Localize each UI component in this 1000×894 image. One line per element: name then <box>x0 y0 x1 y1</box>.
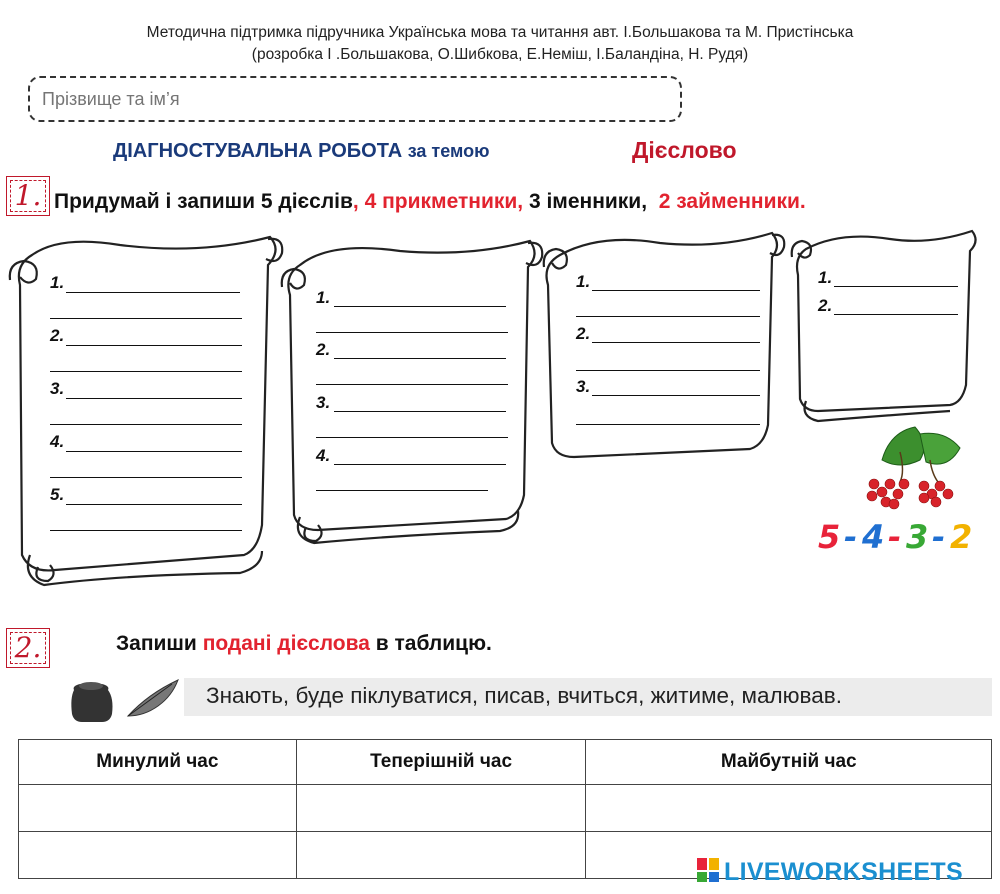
scroll-2-answer-line[interactable] <box>334 464 506 465</box>
name-input[interactable] <box>40 88 664 111</box>
scroll-4-answer-line[interactable] <box>834 286 958 287</box>
liveworksheets-logo[interactable] <box>724 858 963 887</box>
table-header-row <box>19 740 992 785</box>
badge-digit-2: 2 <box>950 518 973 556</box>
scroll-1-answer-line[interactable] <box>50 477 242 478</box>
task-2-text-red: подані дієслова <box>202 632 370 655</box>
scroll-3-label-2: 2. <box>576 324 591 343</box>
inkwell-quill-icon <box>68 676 188 724</box>
logo-suffix: WORKSHEETS <box>780 858 963 886</box>
task-1-nouns: 3 іменники, <box>528 190 648 213</box>
header-line-1: Методична підтримка підручника Українська мова та читання авт. І.Большакова та М. Пристінська <box>146 24 854 41</box>
logo-prefix: LIVE <box>724 858 781 886</box>
scroll-1-answer-line[interactable] <box>50 424 242 425</box>
task-2-text-a: Запиши <box>116 632 203 655</box>
title-theme-prefix: за темою <box>407 141 490 161</box>
counts-badge <box>818 518 978 562</box>
scroll-3-label-1: 1. <box>576 272 591 291</box>
table-cell-past[interactable] <box>19 832 297 879</box>
header-present-tense: Теперішній час <box>296 740 586 785</box>
scroll-4-answer-line[interactable] <box>834 314 958 315</box>
verbs-list-bar <box>184 678 992 716</box>
scroll-1-answer-line[interactable] <box>66 451 242 452</box>
scroll-1-label-2: 2. <box>50 326 65 345</box>
verbs-list: Знають, буде піклуватися, писав, вчиться, житиме, малював. <box>206 683 842 708</box>
header-line-2: (розробка І .Большакова, О.Шибкова, Е.Неміш, І.Баландіна, Н. Рудя) <box>251 46 749 63</box>
task-1-adjectives: , 4 прикметники, <box>352 190 524 213</box>
scroll-2-label-2: 2. <box>316 340 331 359</box>
scroll-1-answer-line[interactable] <box>66 292 240 293</box>
badge-digit-4: 4 <box>862 518 885 556</box>
task-1-verbs: 5 дієслів <box>260 190 353 213</box>
scroll-2-label-1: 1. <box>316 288 331 307</box>
title-topic: Дієслово <box>632 137 737 163</box>
task-1-number: 1. <box>14 179 42 212</box>
scroll-4-label-1: 1. <box>818 268 833 287</box>
scroll-1-label-4: 4. <box>50 432 65 451</box>
task-1-lead: Придумай і запиши <box>54 190 256 213</box>
liveworksheets-logo-icon <box>697 858 719 882</box>
badge-digit-5: 5 <box>818 518 841 556</box>
scroll-2-label-4: 4. <box>316 446 331 465</box>
scroll-1-answer-line[interactable] <box>50 318 242 319</box>
scroll-frame-2-icon <box>282 241 542 543</box>
scroll-1-label-3: 3. <box>50 379 65 398</box>
table-row <box>19 785 992 832</box>
scroll-3-answer-line[interactable] <box>592 342 760 343</box>
scroll-1-answer-line[interactable] <box>66 398 242 399</box>
table-cell-present[interactable] <box>296 785 586 832</box>
scroll-3-label-3: 3. <box>576 377 591 396</box>
scroll-4-label-2: 2. <box>818 296 833 315</box>
title-main: ДІАГНОСТУВАЛЬНА РОБОТА <box>113 140 403 162</box>
table-cell-present[interactable] <box>296 832 586 879</box>
scroll-3-answer-line[interactable] <box>576 424 760 425</box>
scroll-3-answer-line[interactable] <box>592 290 760 291</box>
task-1-instruction <box>54 190 806 214</box>
table-cell-past[interactable] <box>19 785 297 832</box>
badge-dash: - <box>888 518 902 556</box>
table-cell-future[interactable] <box>586 785 992 832</box>
viburnum-berries-icon <box>860 422 970 512</box>
badge-dash: - <box>932 518 946 556</box>
header-past-tense: Минулий час <box>19 740 297 785</box>
scroll-2-answer-line[interactable] <box>334 306 506 307</box>
task-2-instruction <box>116 632 492 656</box>
task-1-number-badge <box>6 176 50 216</box>
scroll-2-answer-line[interactable] <box>316 437 508 438</box>
scroll-2-label-3: 3. <box>316 393 331 412</box>
scroll-2-answer-line[interactable] <box>316 384 508 385</box>
task-2-text-b: в таблицю. <box>369 632 492 655</box>
scroll-3-answer-line[interactable] <box>576 370 760 371</box>
scroll-3-answer-line[interactable] <box>592 395 760 396</box>
scroll-2-answer-line[interactable] <box>316 332 508 333</box>
scroll-1-label-1: 1. <box>50 273 65 292</box>
scroll-2-answer-line[interactable] <box>334 358 506 359</box>
badge-digit-3: 3 <box>906 518 929 556</box>
name-box <box>28 76 682 122</box>
scroll-2-answer-line[interactable] <box>334 411 506 412</box>
scroll-frame-4-icon <box>792 231 976 421</box>
scroll-1-answer-line[interactable] <box>66 504 242 505</box>
task-2-number-badge <box>6 628 50 668</box>
scroll-3-answer-line[interactable] <box>576 316 760 317</box>
task-2-number: 2. <box>14 631 42 664</box>
scroll-2-answer-line[interactable] <box>316 490 488 491</box>
scroll-1-answer-line[interactable] <box>66 345 242 346</box>
task-1-pronouns: 2 займенники. <box>658 190 806 213</box>
scroll-1-answer-line[interactable] <box>50 530 242 531</box>
scroll-1-label-5: 5. <box>50 485 65 504</box>
header-future-tense: Майбутній час <box>586 740 992 785</box>
scroll-1-answer-line[interactable] <box>50 371 242 372</box>
worksheet-title <box>113 140 489 163</box>
badge-dash: - <box>844 518 858 556</box>
